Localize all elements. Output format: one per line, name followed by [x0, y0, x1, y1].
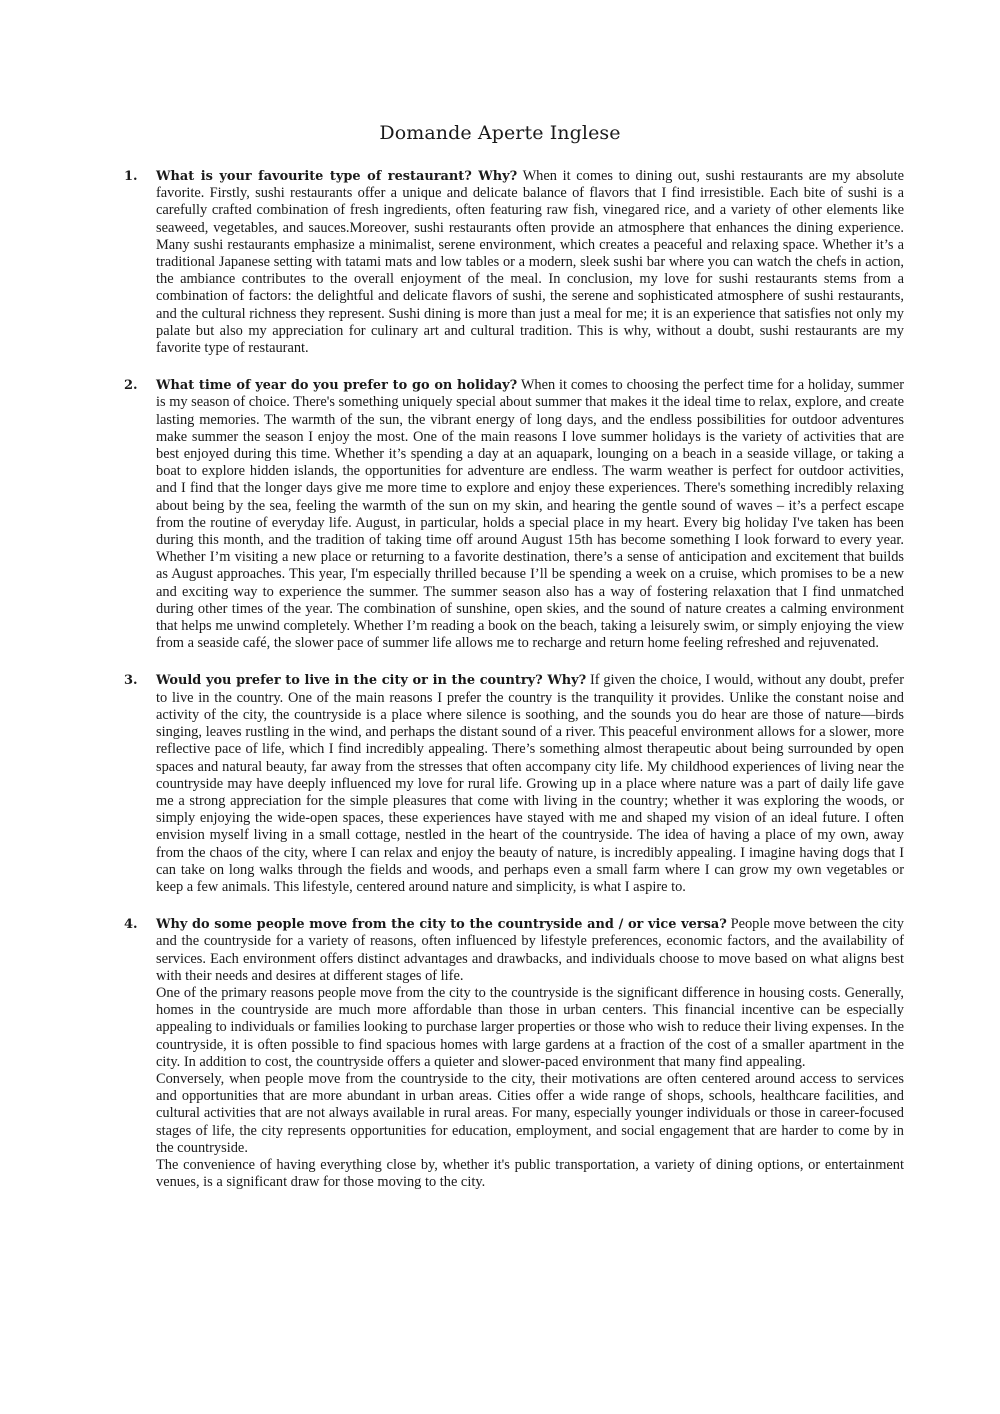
answer-text: When it comes to dining out, sushi restaurants are my absolute favorite. Firstly, sushi restaurants offer a unique and delicate balance of flavors that I find irresistible. Each bite of sushi is a carefully crafted combination of fresh ingredients, often featuring raw fish, vinegared rice, and a variety of other elements like seaweed, vegetables, and sauces.Moreover, sushi restaurants often provide an atmosphere that enhances the dining experience. Many sushi restaurants emphasize a minimalist, serene environment, which creates a peaceful and relaxing space. Whether it’s a traditional Japanese setting with tatami mats and low tables or a modern, sleek sushi bar where you can watch the chefs in action, the ambiance contributes to the overall enjoyment of the meal. In conclusion, my love for sushi restaurants stems from a combination of factors: the delightful and delicate flavors of sushi, the serene and sophisticated atmosphere of sushi restaurants, and the cultural richness they represent. Sushi dining is more than just a meal for me; it is an experience that satisfies not only my palate but also my appreciation for culinary art and cultural tradition. This is why, without a doubt, sushi restaurants are my favorite type of restaurant.	[156, 168, 905, 357]
answer-paragraph	[156, 916, 904, 985]
answer-paragraph	[156, 672, 904, 896]
question-text: Why do some people move from the city to the countryside and / or vice versa?	[156, 917, 727, 933]
question-list	[0, 168, 1000, 1211]
answer-text: If given the choice, I would, without any doubt, prefer to live in the country. One of the main reasons I prefer the country is the tranquility it provides. Unlike the constant noise and activity of the city, the countryside is a place where silence is soothing, and the sounds you do hear are those of nature—birds singing, leaves rustling in the wind, and perhaps the distant sound of a river. This peaceful environment allows for a slower, more reflective pace of life, which I find incredibly appealing. There’s something almost therapeutic about being surrounded by open spaces and natural beauty, far away from the stresses that often accompany city life. My childhood experiences of living near the countryside may have deeply influenced my love for rural life. Growing up in a place where nature was a part of daily life gave me a strong appreciation for the simple pleasures that come with living in the country; whether it was exploring the woods, or simply enjoying the wide-open spaces, these experiences have stayed with me and shaped my vision of an ideal future. I often envision myself living in a small cottage, nestled in the heart of the countryside. The idea of having a place of my own, away from the chaos of the city, where I can relax and enjoy the beauty of nature, is incredibly appealing. I imagine having dogs that I can take on long walks through the fields and woods, and perhaps even a small farm where I can grow my own vegetables or keep a few animals. This lifestyle, centered around nature and simplicity, is what I aspire to.	[156, 672, 904, 895]
answer-paragraph	[156, 377, 904, 652]
question-number: 3.	[124, 673, 138, 689]
answer-paragraph	[156, 168, 904, 357]
question-item-1	[0, 168, 1000, 357]
question-item-4	[0, 916, 1000, 1191]
question-text: Would you prefer to live in the city or in the country? Why?	[156, 673, 587, 689]
question-body	[156, 672, 904, 896]
answer-text: People move between the city and the countryside for a variety of reasons, often influenced by lifestyle preferences, economic factors, and the availability of services. Each environment offers distinct advantages and drawbacks, and individuals choose to move based on what aligns best with their needs and desires at different stages of life.	[156, 916, 904, 984]
question-number: 2.	[124, 378, 138, 394]
question-item-2	[0, 377, 1000, 652]
question-item-3	[0, 672, 1000, 896]
answer-paragraph: The convenience of having everything close by, whether it's public transportation, a variety of dining options, or entertainment venues, is a significant draw for those moving to the city.	[156, 1156, 904, 1191]
question-text: What time of year do you prefer to go on holiday?	[156, 378, 518, 394]
question-number: 4.	[124, 917, 138, 933]
answer-text: When it comes to choosing the perfect time for a holiday, summer is my season of choice. There's something uniquely special about summer that makes it the ideal time to relax, explore, and create lasting memories. The warmth of the sun, the vibrant energy of long days, and the endless possibilities for outdoor adventures make summer the season I enjoy the most. One of the main reasons I love summer holidays is the variety of activities that are best enjoyed during this time. Whether it’s spending a day at an aquapark, lounging on a beach in a seaside village, or taking a boat to explore hidden islands, the opportunities for adventure are endless. The warm weather is perfect for outdoor activities, and I find that the longer days give me more time to explore and enjoy these experiences. There's something incredibly relaxing about being by the sea, feeling the warmth of the sun on my skin, and hearing the gentle sound of waves – it’s a perfect escape from the routine of everyday life. August, in particular, holds a special place in my heart. Every big holiday I've taken has been during this month, and the tradition of taking time off around August 15th has become something I look forward to every year. Whether I’m visiting a new place or returning to a favorite destination, there’s a sense of anticipation and excitement that builds as August approaches. This year, I'm especially thrilled because I’ll be spending a week on a cruise, which promises to be a new and exciting way to experience the summer. The summer season also has a way of fostering relaxation that I find unmatched during other times of the year. The combination of sunshine, open skies, and the sound of nature creates a calming environment that helps me unwind completely. Whether I’m reading a book on the beach, taking a leisurely swim, or simply enjoying the view from a seaside café, the slower pace of summer life allows me to recharge and return home feeling refreshed and rejuvenated.	[156, 377, 905, 652]
question-body	[156, 377, 904, 652]
question-body	[156, 916, 904, 1191]
question-number: 1.	[124, 169, 138, 184]
question-body	[156, 168, 904, 357]
document-title: Domande Aperte Inglese	[379, 122, 621, 144]
answer-paragraph: One of the primary reasons people move from the city to the countryside is the significant difference in housing costs. Generally, homes in the countryside are much more affordable than those in urban centers. This financial incentive can be especially appealing to individuals or families looking to purchase larger properties or those who wish to reduce their living expenses. In the countryside, it is often possible to find spacious homes with large gardens at a fraction of the cost of a smaller apartment in the city. In addition to cost, the countryside offers a quieter and slower-paced environment that many find appealing.	[156, 984, 904, 1070]
answer-paragraph: Conversely, when people move from the countryside to the city, their motivations are often centered around access to services and opportunities that are more abundant in urban areas. Cities offer a wide range of shops, schools, healthcare facilities, and cultural activities that are not always available in rural areas. For many, especially younger individuals or those in career-focused stages of life, the city represents opportunities for education, employment, and social engagement that are harder to come by in the countryside.	[156, 1070, 904, 1156]
question-text: What is your favourite type of restaurant? Why?	[156, 169, 518, 184]
